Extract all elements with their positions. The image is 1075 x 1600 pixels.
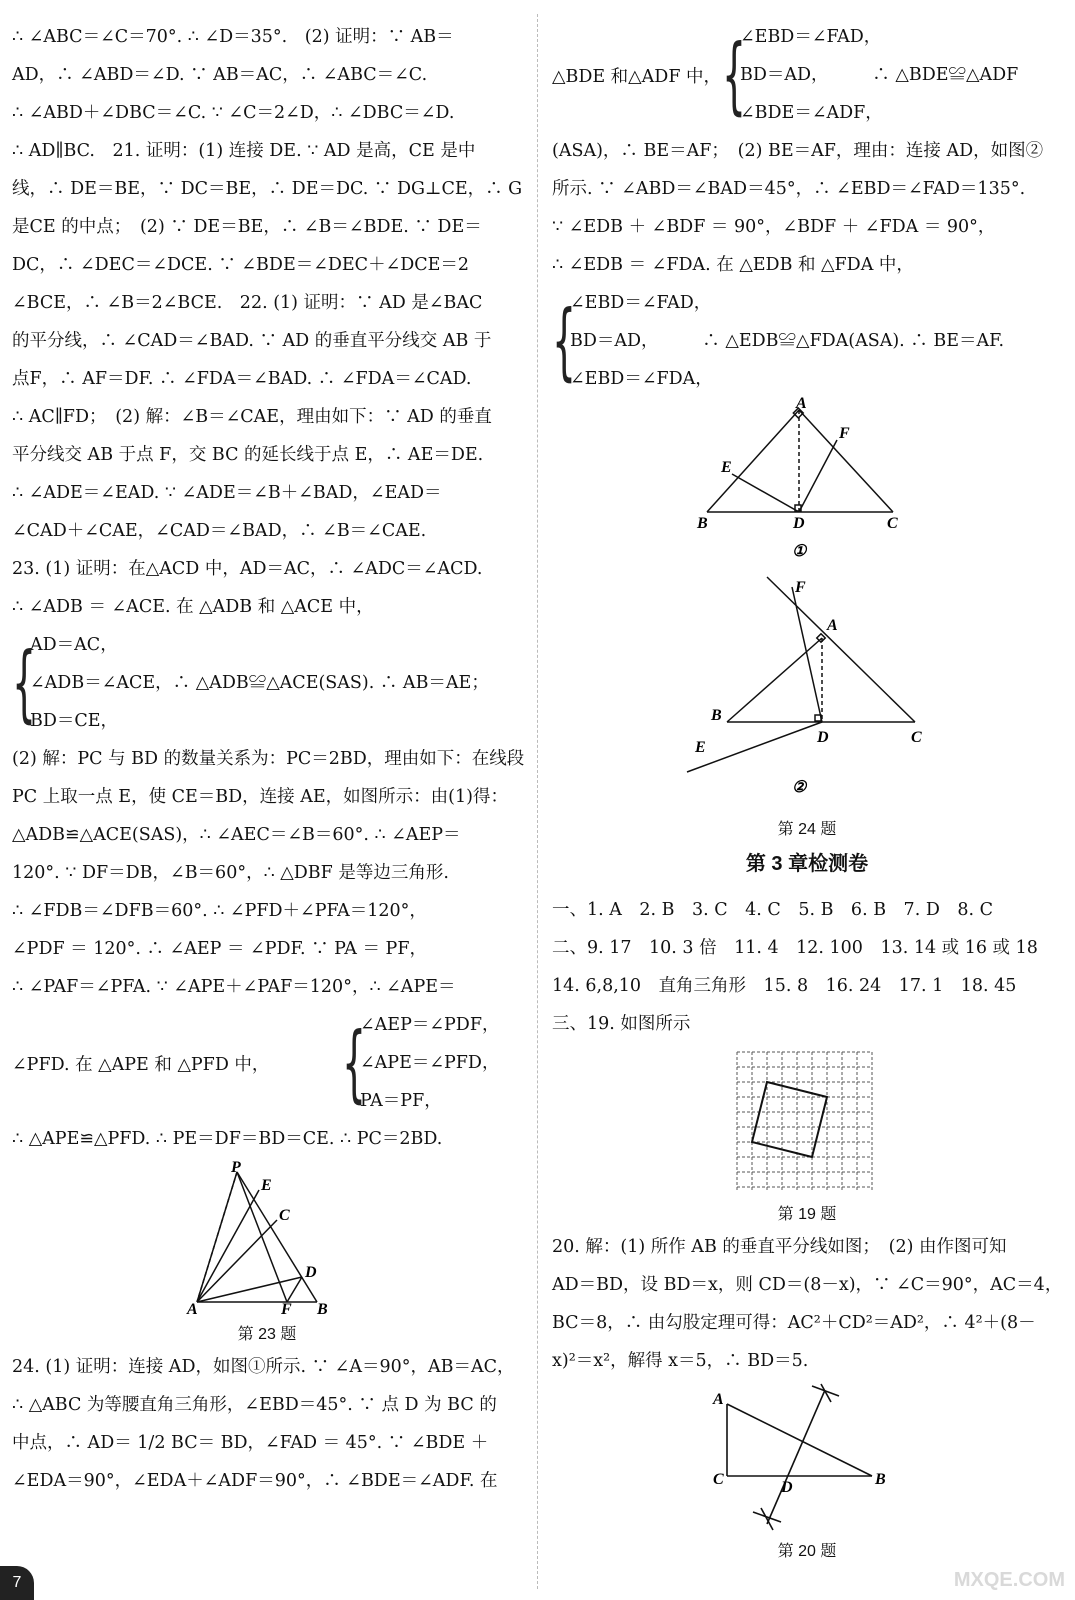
sys-line: ∠ADB＝∠ACE，∴ △ADB≌△ACE(SAS). ∴ AB＝AE； xyxy=(30,673,489,693)
figure-caption: 第 24 题 xyxy=(777,821,837,838)
text-line: ∠BCE，∴ ∠B＝2∠BCE. 22. (1) 证明：∵ AD 是∠BAC xyxy=(12,293,483,313)
figure-caption: 第 20 题 xyxy=(777,1543,837,1560)
left-lines-d xyxy=(12,1348,522,1500)
text-line: ∴ ∠ADB ＝ ∠ACE. 在 △ADB 和 △ACE 中， xyxy=(12,597,374,617)
text-line: 所示. ∵ ∠ABD＝∠BAD＝45°，∴ ∠EBD＝∠FAD＝135°. xyxy=(552,179,1026,199)
label-D: D xyxy=(793,515,805,532)
text-line: ∠CAD＋∠CAE，∠CAD＝∠BAD，∴ ∠B＝∠CAE. xyxy=(12,521,427,541)
sys-line: ∠EBD＝∠FAD， xyxy=(570,293,712,313)
text-line: ∴ △ABC 为等腰直角三角形，∠EBD＝45°. ∵ 点 D 为 BC 的 xyxy=(12,1395,497,1415)
figure-marker-2: ② xyxy=(792,779,807,796)
right-lines-a xyxy=(552,132,1062,284)
text-line: (2) 解：PC 与 BD 的数量关系为：PC＝2BD，理由如下：在线段 xyxy=(12,749,525,769)
text-line: 线，∴ DE＝BE，∵ DC＝BE，∴ DE＝DC. ∵ DG⊥CE，∴ G xyxy=(12,179,523,199)
text-line: 三、19. 如图所示 xyxy=(552,1014,691,1034)
label-B: B xyxy=(875,1471,886,1488)
text-line: DC，∴ ∠DEC＝∠DCE. ∵ ∠BDE＝∠DEC＋∠DCE＝2 xyxy=(12,255,470,275)
system-23-2 xyxy=(12,1006,522,1120)
text-line: 的平分线，∴ ∠CAD＝∠BAD. ∵ AD 的垂直平分线交 AB 于 xyxy=(12,331,492,351)
label-C: C xyxy=(911,729,922,746)
figure-caption: 第 23 题 xyxy=(237,1326,297,1343)
sys-line: ∠AEP＝∠PDF， xyxy=(360,1015,500,1035)
figure-20 xyxy=(552,1384,1062,1561)
text-line: ∴ ∠PAF＝∠PFA. ∵ ∠APE＋∠PAF＝120°，∴ ∠APE＝ xyxy=(12,977,456,997)
sys-line: ∠EBD＝∠FDA， xyxy=(570,369,713,389)
text-line: 点F，∴ AF＝DF. ∴ ∠FDA＝∠BAD. ∴ ∠FDA＝∠CAD. xyxy=(12,369,472,389)
figure-23 xyxy=(12,1159,522,1344)
figure-caption: 第 19 题 xyxy=(777,1206,837,1223)
label-A: A xyxy=(796,395,807,412)
text-line: ∴ ∠EDB ＝ ∠FDA. 在 △EDB 和 △FDA 中， xyxy=(552,255,914,275)
figure-marker-1: ① xyxy=(792,543,807,560)
sys-line: ∠APE＝∠PFD， xyxy=(360,1053,500,1073)
label-B: B xyxy=(317,1301,328,1318)
text-line: x)²＝x²，解得 x＝5，∴ BD＝5. xyxy=(552,1351,809,1371)
label-F: F xyxy=(281,1301,292,1318)
answer-lines xyxy=(552,891,1062,1043)
sys-line: BD＝AD， ∴ △EDB≌△FDA(ASA). ∴ BE＝AF. xyxy=(570,331,1005,351)
label-A: A xyxy=(827,617,838,634)
label-P: P xyxy=(231,1159,241,1176)
left-lines-b xyxy=(12,740,525,1006)
label-C: C xyxy=(887,515,898,532)
text-line: 二、9. 17 10. 3 倍 11. 4 12. 100 13. 14 或 16 或 18 xyxy=(552,938,1038,958)
system-24-2 xyxy=(552,284,1062,398)
right-column xyxy=(552,18,1062,1565)
system-24-1 xyxy=(552,18,1062,132)
text-line: ∠PDF ＝ 120°. ∴ ∠AEP ＝ ∠PDF. ∵ PA ＝ PF， xyxy=(12,939,427,959)
text-line: ∴ △APE≌△PFD. ∴ PE＝DF＝BD＝CE. ∴ PC＝2BD. xyxy=(12,1129,443,1149)
column-divider xyxy=(537,14,538,1589)
text-line: ∴ ∠ABC＝∠C＝70°. ∴ ∠D＝35°. (2) 证明：∵ AB＝ xyxy=(12,27,454,47)
label-A: A xyxy=(713,1391,724,1408)
section-heading: 第 3 章检测卷 xyxy=(745,853,869,875)
brace: { xyxy=(722,26,747,124)
text-line: AD＝BD，设 BD＝x，则 CD＝(8－x)，∵ ∠C＝90°，AC＝4， xyxy=(552,1275,1063,1295)
label-F: F xyxy=(795,579,806,596)
brace: { xyxy=(12,634,37,732)
text-line: 中点，∴ AD＝ 1/2 BC＝ BD，∠FAD ＝ 45°. ∵ ∠BDE ＋ xyxy=(12,1433,489,1453)
right-lines-b xyxy=(552,1228,1062,1380)
label-A: A xyxy=(187,1301,198,1318)
label-F: F xyxy=(839,425,850,442)
label-D: D xyxy=(781,1479,793,1496)
text-line: 14. 6,8,10 直角三角形 15. 8 16. 24 17. 1 18. 45 xyxy=(552,976,1017,996)
label-C: C xyxy=(279,1207,290,1224)
sys-line: BD＝CE， xyxy=(30,711,119,731)
page-number-badge: 7 xyxy=(0,1566,34,1600)
label-D: D xyxy=(305,1264,317,1281)
text-line: 23. (1) 证明：在△ACD 中，AD＝AC，∴ ∠ADC＝∠ACD. xyxy=(12,559,483,579)
text-line: PC 上取一点 E，使 CE＝BD，连接 AE，如图所示：由(1)得： xyxy=(12,787,508,807)
text-line: 一、1. A 2. B 3. C 4. C 5. B 6. B 7. D 8. C xyxy=(552,900,993,920)
text-line: ∠EDA＝90°，∠EDA＋∠ADF＝90°，∴ ∠BDE＝∠ADF. 在 xyxy=(12,1471,498,1491)
text-line: 24. (1) 证明：连接 AD，如图①所示. ∵ ∠A＝90°，AB＝AC， xyxy=(12,1357,515,1377)
text-line: 是CE 的中点； (2) ∵ DE＝BE，∴ ∠B＝∠BDE. ∵ DE＝ xyxy=(12,217,482,237)
label-E: E xyxy=(261,1177,272,1194)
text-line: ∴ ∠ABD＋∠DBC＝∠C. ∵ ∠C＝2∠D，∴ ∠DBC＝∠D. xyxy=(12,103,455,123)
sys-line: AD＝AC， xyxy=(30,635,118,655)
text-line: BC＝8，∴ 由勾股定理可得：AC²＋CD²＝AD²，∴ 4²＋(8－ xyxy=(552,1313,1036,1333)
text-line: 平分线交 AB 于点 F，交 BC 的延长线于点 E，∴ AE＝DE. xyxy=(12,445,484,465)
text-line: 20. 解：(1) 所作 AB 的垂直平分线如图； (2) 由作图可知 xyxy=(552,1237,1007,1257)
text-line: ∴ AC∥FD； (2) 解：∠B＝∠CAE，理由如下：∵ AD 的垂直 xyxy=(12,407,492,427)
brace: { xyxy=(552,292,577,390)
text-line: ∴ ∠ADE＝∠EAD. ∵ ∠ADE＝∠B＋∠BAD，∠EAD＝ xyxy=(12,483,442,503)
label-B: B xyxy=(697,515,708,532)
brace: { xyxy=(342,1014,367,1112)
sys-prefix: △BDE 和△ADF 中， xyxy=(552,66,722,87)
label-E: E xyxy=(695,739,706,756)
text-line: ∵ ∠EDB ＋ ∠BDF ＝ 90°，∠BDF ＋ ∠FDA ＝ 90°， xyxy=(552,217,996,237)
label-B: B xyxy=(711,707,722,724)
sys-line: ∠BDE＝∠ADF， xyxy=(740,103,883,123)
label-E: E xyxy=(721,459,732,476)
system-23-1 xyxy=(12,626,522,740)
sys-line: PA＝PF， xyxy=(360,1091,442,1111)
text-line: AD，∴ ∠ABD＝∠D. ∵ AB＝AC，∴ ∠ABC＝∠C. xyxy=(12,65,428,85)
figure-19 xyxy=(552,1047,1062,1224)
figure-24 xyxy=(552,395,1062,839)
text-line: ∴ AD∥BC. 21. 证明：(1) 连接 DE. ∵ AD 是高，CE 是中 xyxy=(12,141,476,161)
sys-line: ∠EBD＝∠FAD， xyxy=(740,27,882,47)
left-column xyxy=(12,18,525,1500)
sys-prefix: ∠PFD. 在 △APE 和 △PFD 中， xyxy=(12,1054,270,1075)
label-D: D xyxy=(817,729,829,746)
watermark: MXQE.COM xyxy=(953,1569,1065,1591)
text-line: 120°. ∵ DF＝DB，∠B＝60°，∴ △DBF 是等边三角形. xyxy=(12,863,449,883)
sys-line: BD＝AD， ∴ △BDE≌△ADF xyxy=(740,65,1019,85)
label-C: C xyxy=(713,1471,724,1488)
left-lines-a xyxy=(12,18,522,626)
text-line: ∴ ∠FDB＝∠DFB＝60°. ∴ ∠PFD＋∠PFA＝120°， xyxy=(12,901,427,921)
text-line: (ASA)，∴ BE＝AF； (2) BE＝AF，理由：连接 AD，如图② xyxy=(552,141,1044,161)
text-line: △ADB≌△ACE(SAS)，∴ ∠AEC＝∠B＝60°. ∴ ∠AEP＝ xyxy=(12,825,461,845)
